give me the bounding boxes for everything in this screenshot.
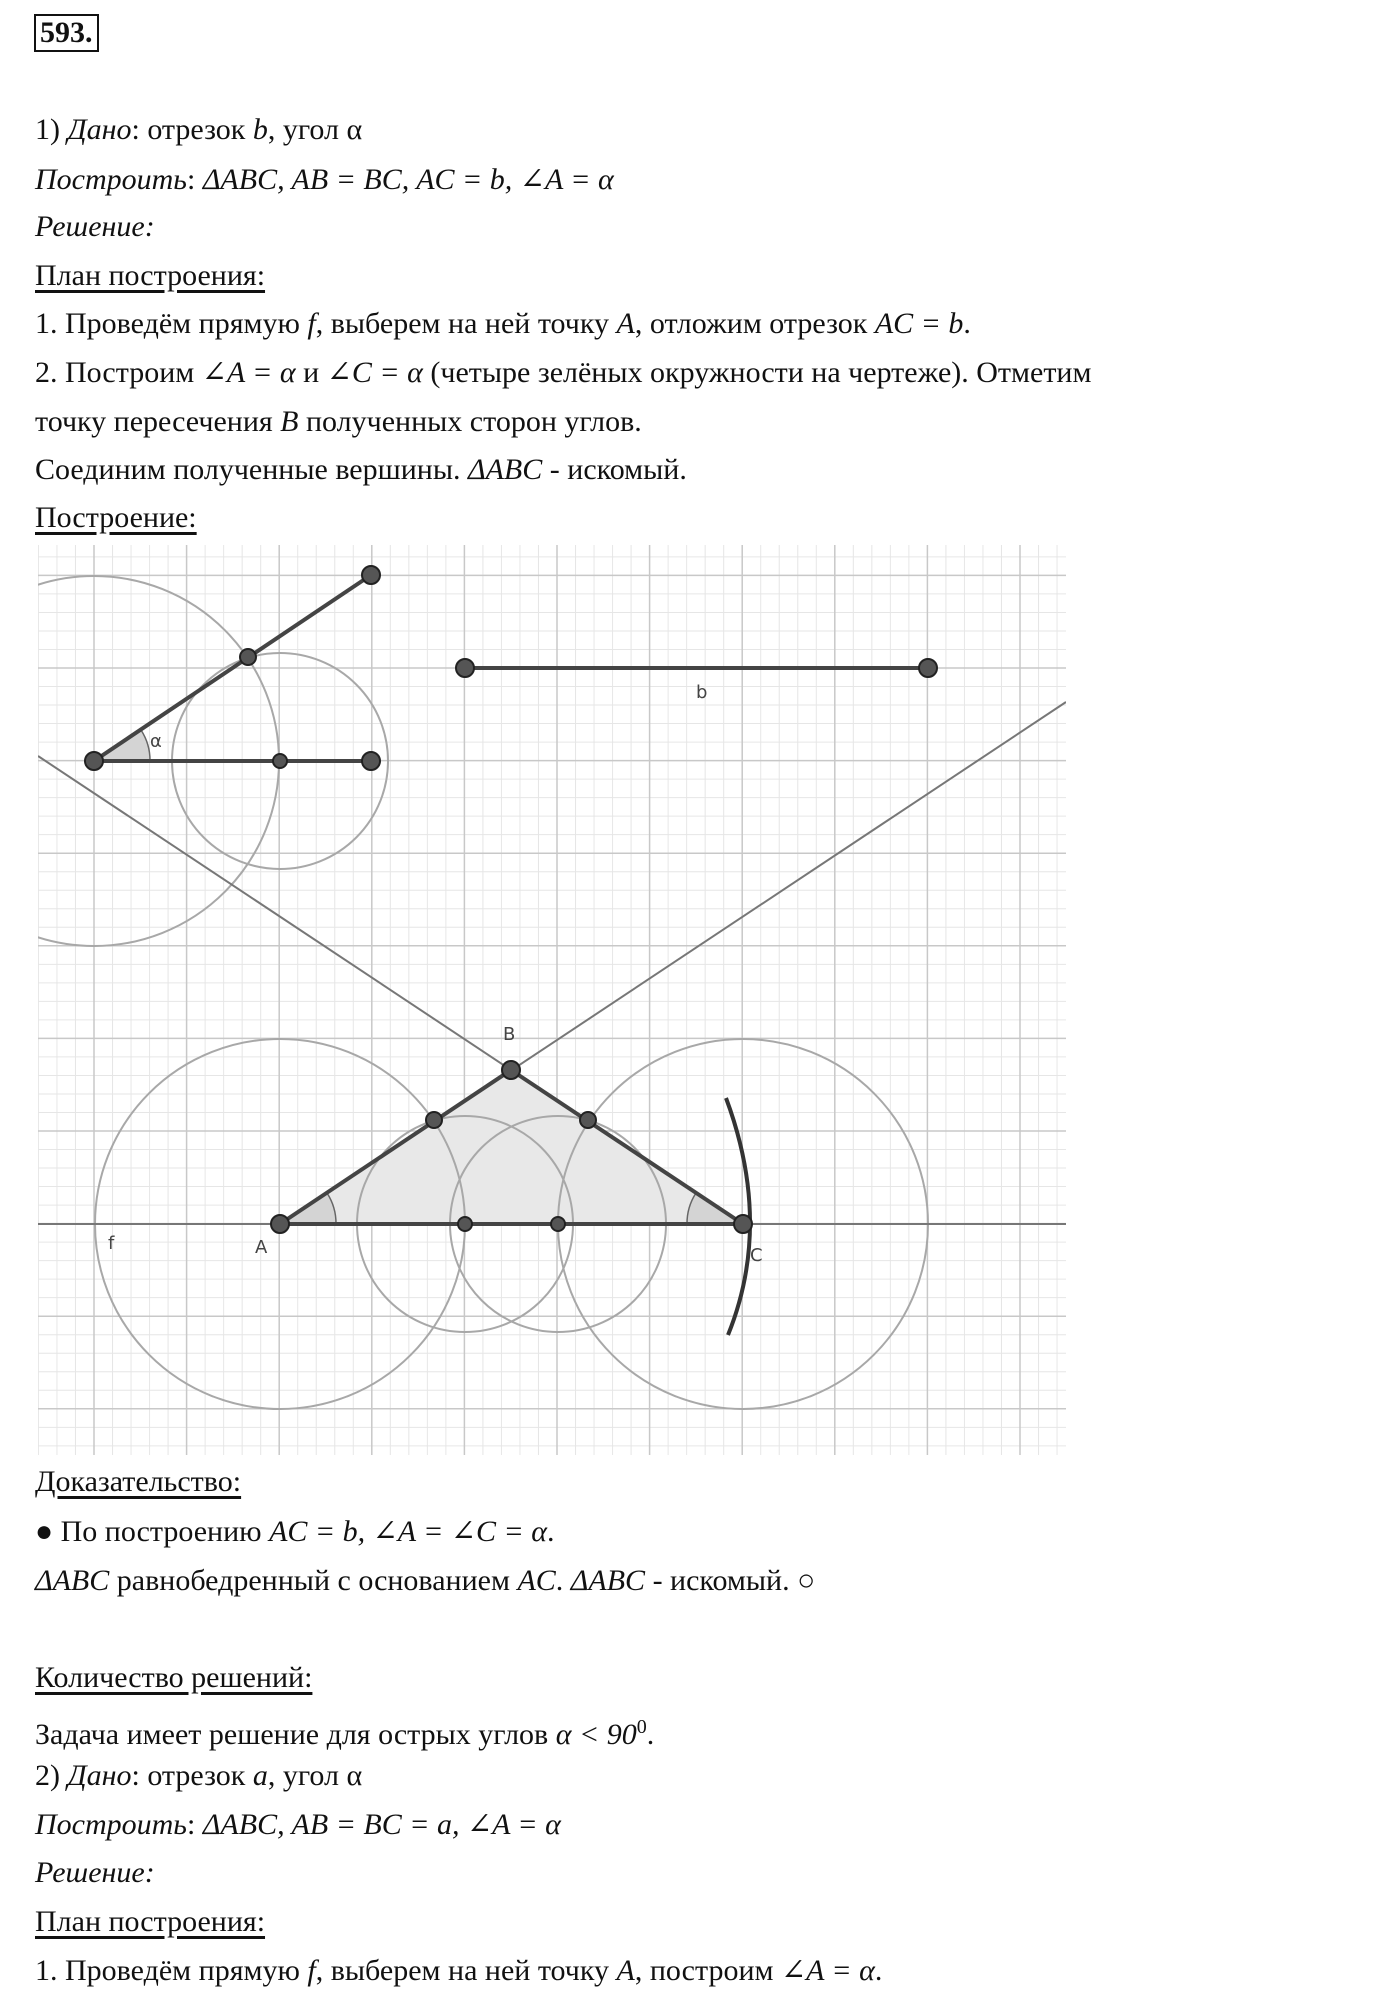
point-angle-ray-end <box>362 566 380 584</box>
proof-line-1: ● По построению AC = b, ∠A = ∠C = α. <box>35 1515 555 1548</box>
point-on-bc <box>580 1112 596 1128</box>
point-b-end <box>919 659 937 677</box>
construct-line: Построить: ΔABC, AB = BC, AC = b, ∠A = α <box>35 163 614 196</box>
proof-line-2: ΔABC равнобедренный с основанием AC. ΔABC - искомый. ○ <box>35 1564 816 1597</box>
grid <box>38 545 1066 1455</box>
point-angle-mid <box>273 754 287 768</box>
point-ac-right <box>551 1217 565 1231</box>
part2-construct-line: Построить: ΔABC, AB = BC = a, ∠A = α <box>35 1808 561 1841</box>
label-vertex-a: A <box>255 1237 268 1258</box>
construction-figure <box>38 545 1066 1455</box>
given-line: 1) Дано: отрезок b, угол α <box>35 113 363 146</box>
point-c <box>734 1215 752 1233</box>
point-a <box>271 1215 289 1233</box>
label-vertex-c: C <box>750 1245 763 1266</box>
point-b <box>502 1061 520 1079</box>
label-f: f <box>108 1233 115 1254</box>
part2-given-line: 2) Дано: отрезок a, угол α <box>35 1759 363 1792</box>
part2-solution-label: Решение: <box>35 1856 155 1889</box>
count-text: Задача имеет решение для острых углов $\alpha < 90^0$. <box>35 1716 655 1751</box>
label-alpha: α <box>150 731 162 752</box>
point-angle-side-end <box>362 752 380 770</box>
point-angle-vertex <box>85 752 103 770</box>
label-vertex-b: B <box>503 1024 516 1045</box>
point-angle-intersection <box>240 649 256 665</box>
point-b-start <box>456 659 474 677</box>
construction-title: Построение: <box>35 501 197 534</box>
plan-step-3: Соединим полученные вершины. ΔABC - искомый. <box>35 453 687 486</box>
solution-label: Решение: <box>35 210 155 243</box>
plan-step-2: 2. Построим ∠A = α и ∠C = α (четыре зелёных окружности на чертеже). Отметим <box>35 356 1092 389</box>
part2-plan-step-1: 1. Проведём прямую f, выберем на ней точку A, построим ∠A = α. <box>35 1954 883 1987</box>
problem-number: 593. <box>34 14 99 52</box>
part2-plan-title: План построения: <box>35 1905 266 1938</box>
triangle-abc-fill <box>280 1070 743 1224</box>
label-b: b <box>696 682 708 703</box>
proof-title: Доказательство: <box>35 1465 242 1498</box>
point-on-ab <box>426 1112 442 1128</box>
plan-step-1: 1. Проведём прямую f, выберем на ней точку A, отложим отрезок AC = b. <box>35 307 971 340</box>
count-title: Количество решений: <box>35 1661 313 1694</box>
plan-title: План построения: <box>35 259 266 292</box>
point-ac-left <box>458 1217 472 1231</box>
plan-step-2-continued: точку пересечения B полученных сторон углов. <box>35 405 642 438</box>
